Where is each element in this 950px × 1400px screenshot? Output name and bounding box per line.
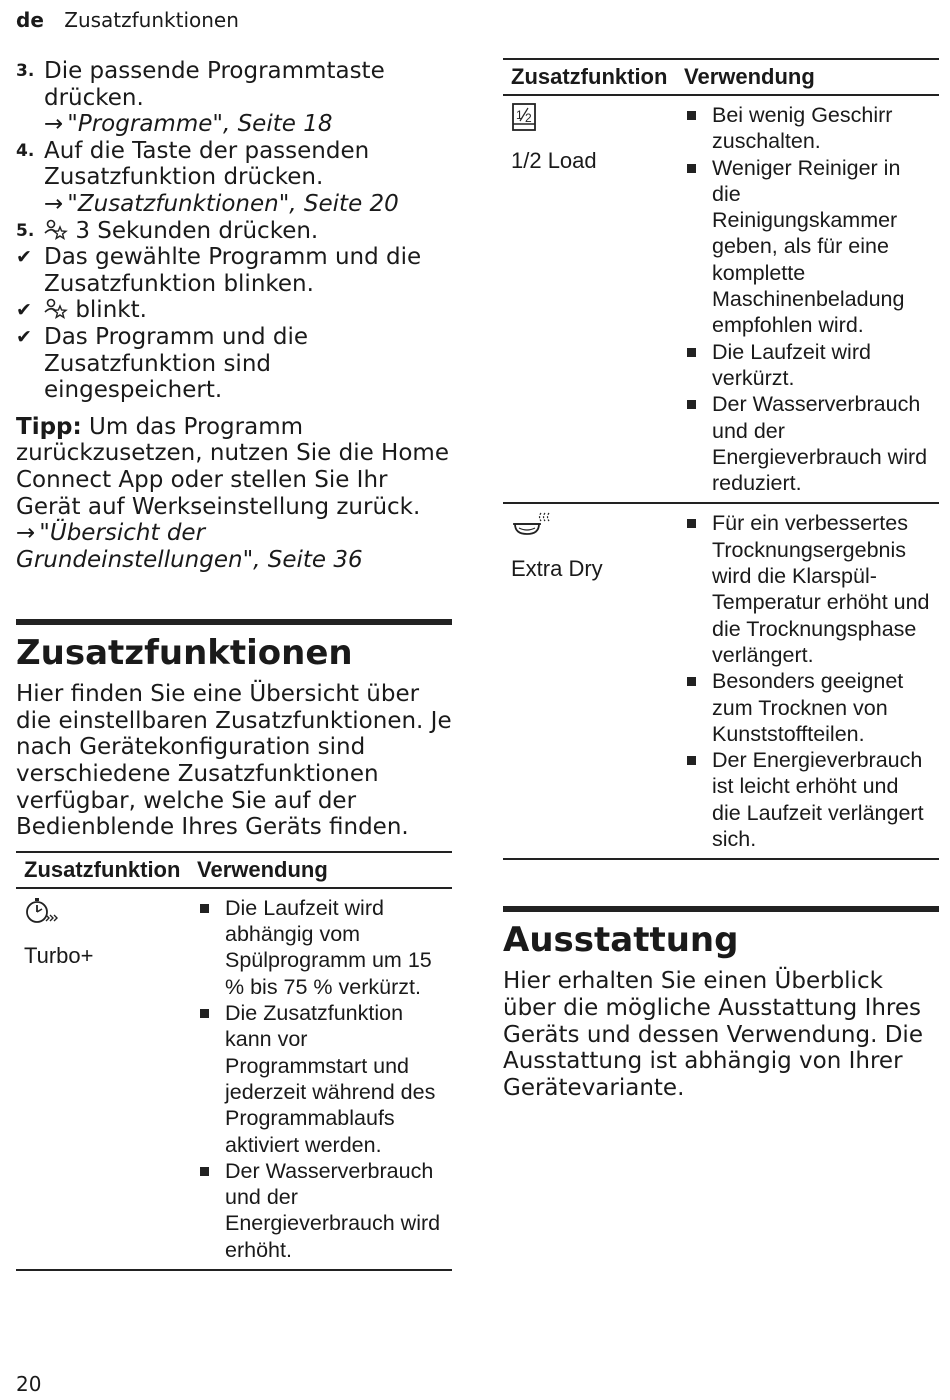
section-intro: Hier finden Sie eine Übersicht über die einstellbaren Zusatzfunktionen. Je nach Gerätekonfiguration sind verschiedene Zusatzfunktionen verfügbar, welche Sie auf der Bedienblende Ihres Geräts finden. bbox=[16, 681, 452, 841]
table-row bbox=[503, 95, 939, 503]
function-name: Turbo+ bbox=[24, 942, 94, 968]
section-divider bbox=[16, 619, 452, 625]
usage-list bbox=[684, 102, 931, 496]
column-header-function: Zusatzfunktion bbox=[16, 852, 189, 888]
list-item: Der Wasserverbrauch und der Energieverbrauch wird erhöht. bbox=[197, 1158, 444, 1263]
tip-label: Tipp: bbox=[16, 413, 82, 440]
list-item: Weniger Reiniger in die Reinigungskammer geben, als für eine komplette Maschinenbeladung empfohlen wird. bbox=[684, 155, 931, 339]
favourite-button-icon bbox=[44, 219, 68, 241]
section-title-ausstattung: Ausstattung bbox=[503, 920, 739, 961]
table-row bbox=[16, 888, 452, 1270]
list-item: Der Wasserverbrauch und der Energieverbrauch wird reduziert. bbox=[684, 391, 931, 496]
right-column bbox=[503, 58, 939, 1101]
function-name: 1/2 Load bbox=[511, 148, 597, 173]
header-title: Zusatzfunktionen bbox=[64, 8, 239, 32]
tip-text: Um das Programm zurückzusetzen, nutzen Sie die Home Connect App oder stellen Sie Ihr Gerät auf Werkseinstellung zurück. bbox=[16, 413, 449, 520]
column-header-usage: Verwendung bbox=[189, 852, 452, 888]
usage-list bbox=[197, 895, 444, 1263]
functions-table-right bbox=[503, 58, 939, 860]
favourite-button-icon bbox=[44, 298, 68, 320]
svg-text:1: 1 bbox=[516, 108, 523, 122]
check-icon: ✔ bbox=[16, 299, 32, 322]
function-name: Extra Dry bbox=[511, 556, 603, 582]
check-icon: ✔ bbox=[16, 246, 32, 269]
section-intro: Hier erhalten Sie einen Überblick über die mögliche Ausstattung Ihres Geräts und dessen Verwendung. Die Ausstattung ist abhängig von Ihrer Gerätevariante. bbox=[503, 968, 923, 1101]
turbo-icon bbox=[24, 907, 58, 932]
extra-dry-icon bbox=[511, 520, 551, 545]
step-number: 3. bbox=[16, 61, 35, 81]
page-number: 20 bbox=[16, 1372, 42, 1396]
list-item: Für ein verbessertes Trocknungsergebnis wird die Klarspül-Temperatur erhöht und die Trocknungsphase verlängert. bbox=[684, 510, 931, 668]
list-item: Die Zusatzfunktion kann vor Programmstart und jederzeit während des Programmablaufs aktiviert werden. bbox=[197, 1000, 444, 1158]
cross-reference[interactable]: → "Programme", Seite 18 bbox=[44, 111, 333, 138]
step-number: 4. bbox=[16, 140, 35, 161]
step-text: 3 Sekunden drücken. bbox=[75, 217, 319, 244]
step-text: Die passende Programmtaste drücken. bbox=[44, 58, 385, 111]
result-2: ✔ blinkt. bbox=[16, 297, 147, 324]
section-divider bbox=[503, 906, 939, 912]
language-code: de bbox=[16, 8, 44, 32]
half-load-icon bbox=[511, 108, 537, 137]
left-column bbox=[16, 58, 452, 1271]
list-item: Die Laufzeit wird verkürzt. bbox=[684, 339, 931, 392]
list-item: Die Laufzeit wird abhängig vom Spülprogramm um 15 % bis 75 % verkürzt. bbox=[197, 895, 444, 1000]
cross-reference[interactable]: → "Übersicht der Grundeinstellungen", Seite 36 bbox=[16, 520, 363, 573]
column-header-function: Zusatzfunktion bbox=[503, 59, 676, 95]
step-text: Auf die Taste der passenden Zusatzfunktion drücken. bbox=[44, 137, 370, 191]
check-icon: ✔ bbox=[16, 325, 32, 348]
page-header bbox=[16, 8, 239, 32]
step-5 bbox=[16, 218, 452, 245]
svg-text:2: 2 bbox=[525, 111, 532, 125]
step-3 bbox=[16, 58, 452, 138]
result-1: ✔ Das gewählte Programm und die Zusatzfunktion blinken. bbox=[16, 244, 422, 297]
tip bbox=[16, 414, 452, 574]
step-4 bbox=[16, 138, 452, 218]
list-item: Bei wenig Geschirr zuschalten. bbox=[684, 102, 931, 155]
column-header-usage: Verwendung bbox=[676, 59, 939, 95]
result-3: ✔ Das Programm und die Zusatzfunktion sind eingespeichert. bbox=[16, 323, 309, 404]
step-number: 5. bbox=[16, 220, 35, 241]
list-item: Besonders geeignet zum Trocknen von Kunststoffteilen. bbox=[684, 668, 931, 747]
usage-list bbox=[684, 510, 931, 852]
cross-reference[interactable]: → "Zusatzfunktionen", Seite 20 bbox=[44, 190, 399, 217]
list-item: Der Energieverbrauch ist leicht erhöht und die Laufzeit verlängert sich. bbox=[684, 747, 931, 852]
table-row bbox=[503, 503, 939, 859]
functions-table-left bbox=[16, 851, 452, 1271]
section-title-zusatzfunktionen: Zusatzfunktionen bbox=[16, 633, 353, 674]
